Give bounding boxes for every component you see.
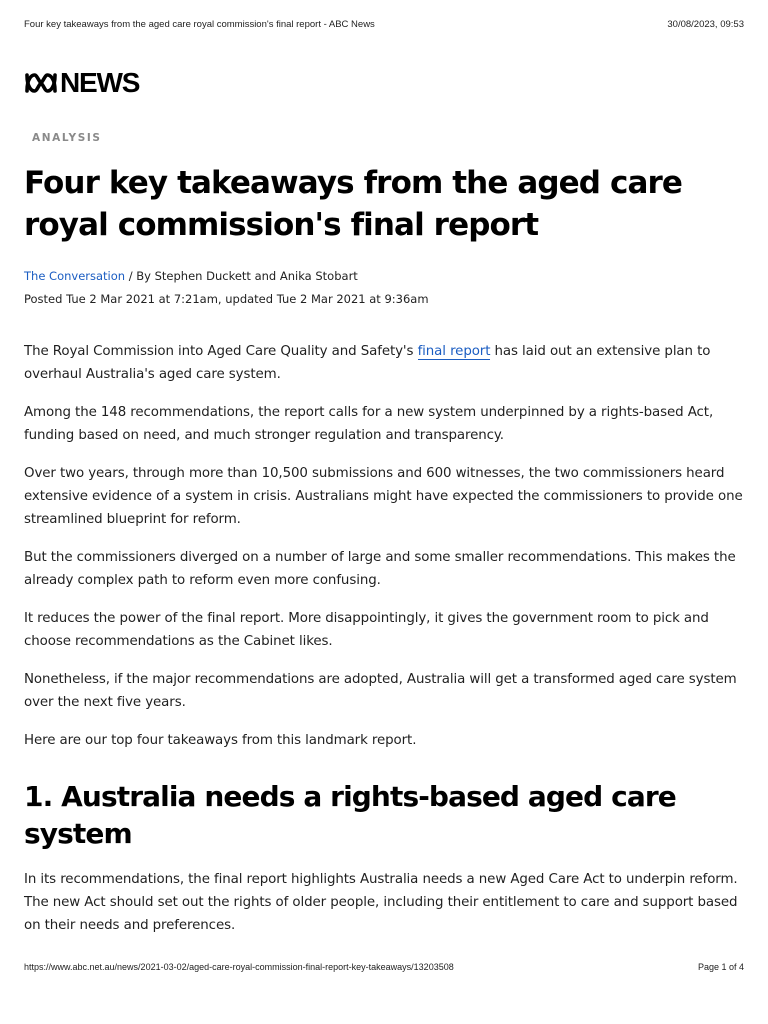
byline-authors: / By Stephen Duckett and Anika Stobart xyxy=(125,269,358,283)
print-datetime: 30/08/2023, 09:53 xyxy=(667,19,744,30)
paragraph: The Royal Commission into Aged Care Quality and Safety's final report has laid out an extensive plan to overhaul Australia's aged care system. xyxy=(24,344,711,382)
print-url: https://www.abc.net.au/news/2021-03-02/aged-care-royal-commission-final-report-key-takeaways/13203508 xyxy=(24,962,454,972)
abc-news-logo[interactable] xyxy=(24,68,139,98)
print-header xyxy=(24,19,744,33)
paragraph: Here are our top four takeaways from this landmark report. xyxy=(24,733,417,748)
abc-lissajous-icon xyxy=(24,72,58,94)
paragraph: In its recommendations, the final report highlights Australia needs a new Aged Care Act to underpin reform. The new Act should set out the rights of older people, including their entitlement to care and support based on their needs and preferences. xyxy=(24,872,738,933)
print-page-title: Four key takeaways from the aged care royal commission's final report - ABC News xyxy=(24,19,375,30)
article-kicker[interactable]: ANALYSIS xyxy=(32,132,102,144)
article-headline: Four key takeaways from the aged care royal commission's final report xyxy=(24,165,682,243)
section-heading: 1. Australia needs a rights-based aged care system xyxy=(24,780,676,850)
paragraph: Over two years, through more than 10,500 submissions and 600 witnesses, the two commissioners heard extensive evidence of a system in crisis. Australians might have expected the commissioners to provide one streamlined blueprint for reform. xyxy=(24,466,743,527)
paragraph: But the commissioners diverged on a number of large and some smaller recommendations. This makes the already complex path to reform even more confusing. xyxy=(24,550,736,588)
byline xyxy=(24,268,358,285)
paragraph: It reduces the power of the final report. More disappointingly, it gives the government room to pick and choose recommendations as the Cabinet likes. xyxy=(24,611,709,649)
article-body xyxy=(24,340,749,952)
paragraph: Among the 148 recommendations, the report calls for a new system underpinned by a rights-based Act, funding based on need, and much stronger regulation and transparency. xyxy=(24,405,714,443)
print-page-number: Page 1 of 4 xyxy=(697,962,744,972)
print-footer xyxy=(24,962,744,976)
paragraph: Nonetheless, if the major recommendations are adopted, Australia will get a transformed aged care system over the next five years. xyxy=(24,672,737,710)
source-link[interactable]: The Conversation xyxy=(24,269,126,283)
publish-dates: Posted Tue 2 Mar 2021 at 7:21am, updated Tue 2 Mar 2021 at 9:36am xyxy=(24,292,429,306)
final-report-link[interactable]: final report xyxy=(417,344,491,359)
news-wordmark: NEWS xyxy=(60,67,140,98)
